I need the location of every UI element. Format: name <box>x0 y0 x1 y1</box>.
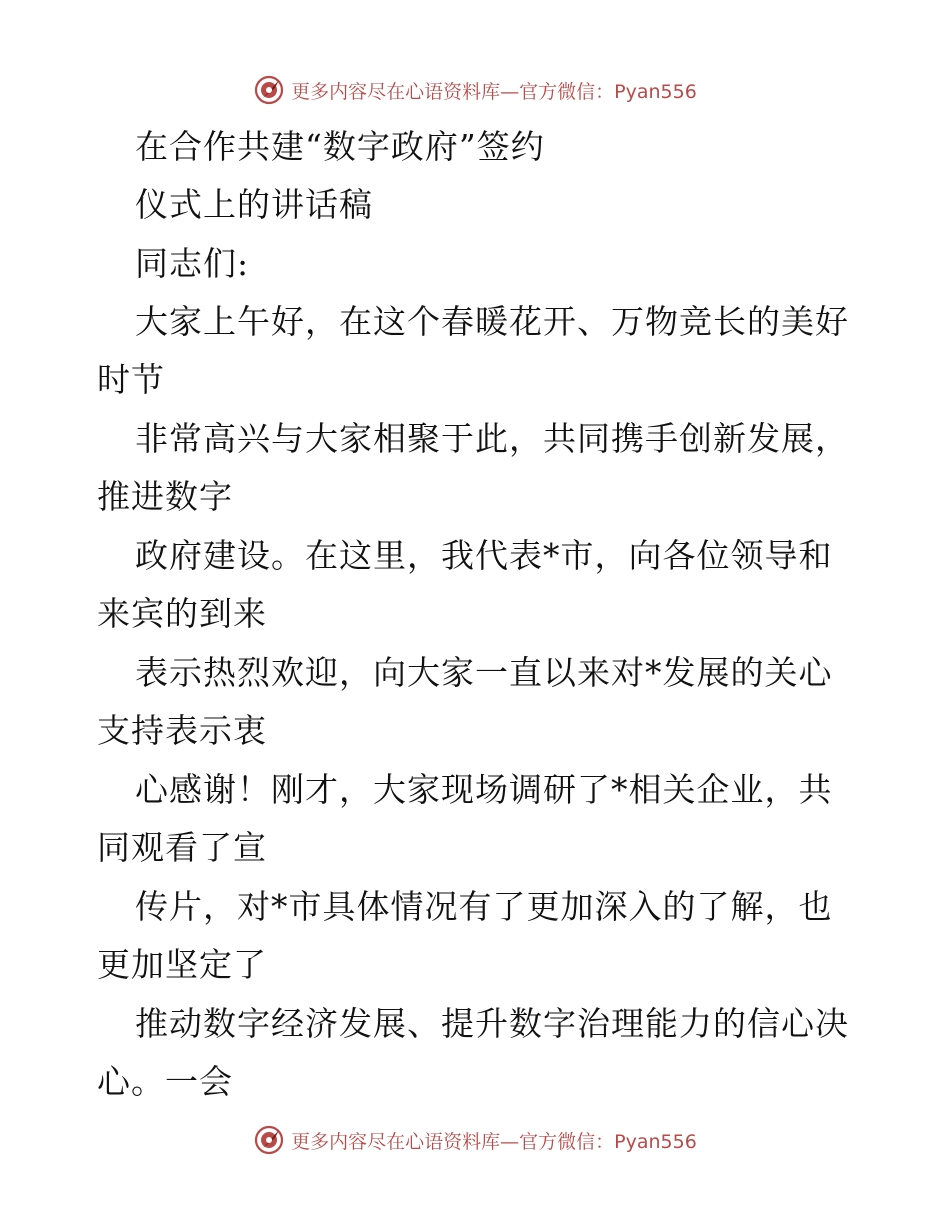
header-watermark <box>0 70 950 110</box>
paragraph-line: 时节 <box>97 360 165 399</box>
paragraph-line: 政府建设。在这里，我代表*市，向各位领导和 <box>135 536 833 575</box>
watermark-dash: — <box>500 80 520 103</box>
watermark-main: 更多内容尽在心语资料库 <box>291 1130 501 1153</box>
quill-seal-icon <box>253 1124 285 1156</box>
paragraph-line: 更加坚定了 <box>97 945 267 984</box>
paragraph-line: 同观看了宣 <box>97 828 267 867</box>
paragraph-line: 大家上午好，在这个春暖花开、万物竞长的美好 <box>135 302 849 341</box>
paragraph-line: 推进数字 <box>97 477 233 516</box>
paragraph-line: 表示热烈欢迎，向大家一直以来对*发展的关心 <box>135 653 833 692</box>
watermark-wechat: 官方微信：Pyan556 <box>519 1130 697 1153</box>
title-line-1: 在合作共建“数字政府”签约 <box>135 127 545 166</box>
salutation: 同志们: <box>135 244 250 283</box>
watermark-text <box>291 77 697 104</box>
footer-watermark <box>0 1120 950 1160</box>
paragraph-line: 推动数字经济发展、提升数字治理能力的信心决 <box>135 1004 849 1043</box>
watermark-main: 更多内容尽在心语资料库 <box>291 80 501 103</box>
watermark-wechat: 官方微信：Pyan556 <box>519 80 697 103</box>
paragraph-line: 心。一会 <box>97 1062 233 1101</box>
title-line-2: 仪式上的讲话稿 <box>135 185 373 224</box>
quill-seal-icon <box>253 74 285 106</box>
watermark-dash: — <box>500 1130 520 1153</box>
paragraph-line: 非常高兴与大家相聚于此，共同携手创新发展， <box>135 419 849 458</box>
paragraph-line: 心感谢！刚才，大家现场调研了*相关企业，共 <box>135 770 833 809</box>
paragraph-line: 支持表示衷 <box>97 711 267 750</box>
paragraph-line: 传片，对*市具体情况有了更加深入的了解，也 <box>135 887 833 926</box>
watermark-text <box>291 1127 697 1154</box>
paragraph-line: 来宾的到来 <box>97 594 267 633</box>
